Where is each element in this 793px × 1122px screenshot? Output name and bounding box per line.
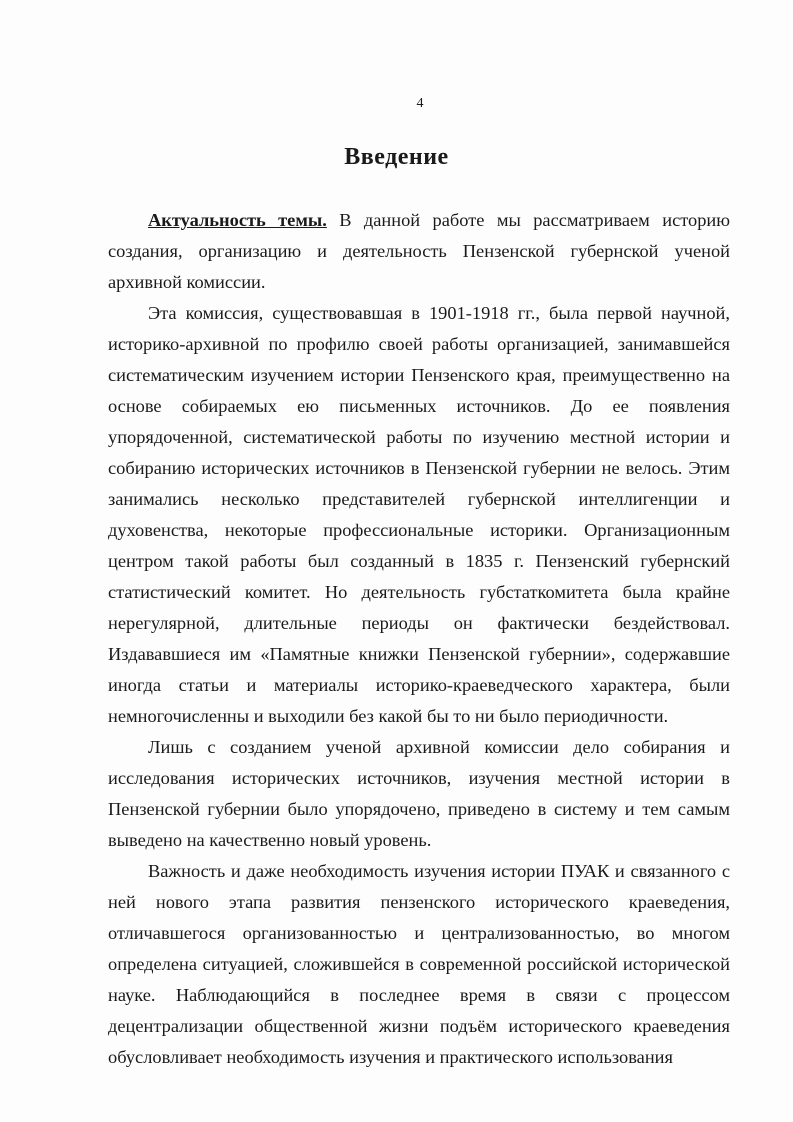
paragraph-1	[108, 205, 730, 298]
paragraph-2: Эта комиссия, существовавшая в 1901-1918 гг., была первой научной, историко-архивной по профилю своей работы организацией, занимавшейся систематическим изучением истории Пензенского края, преимущественно на основе собираемых ею письменных источников. До ее появления упорядоченной, систематической работы по изучению местной истории и собиранию исторических источников в Пензенской губернии не велось. Этим занимались несколько представителей губернской интеллигенции и духовенства, некоторые профессиональные историки. Организационным центром такой работы был созданный в 1835 г. Пензенский губернский статистический комитет. Но деятельность губстаткомитета была крайне нерегулярной, длительные периоды он фактически бездействовал. Издававшиеся им «Памятные книжки Пензенской губернии», содержавшие иногда статьи и материалы историко-краеведческого характера, были немногочисленны и выходили без какой бы то ни было периодичности.	[108, 303, 730, 726]
page-number: 4	[416, 96, 424, 111]
paragraph-4: Важность и даже необходимость изучения истории ПУАК и связанного с ней нового этапа развития пензенского исторического краеведения, отличавшегося организованностью и централизованностью, во многом определена ситуацией, сложившейся в современной российской исторической науке. Наблюдающийся в последнее время в связи с процессом децентрализации общественной жизни подъём исторического краеведения обусловливает необходимость изучения и практического использования	[108, 861, 730, 1067]
page-title: Введение	[344, 144, 449, 170]
body-text	[108, 205, 730, 1073]
paragraph-3: Лишь с созданием ученой архивной комиссии дело собирания и исследования исторических источников, изучения местной истории в Пензенской губернии было упорядочено, приведено в систему и тем самым выведено на качественно новый уровень.	[108, 737, 730, 850]
paragraph-lead: Актуальность темы.	[148, 210, 327, 230]
paragraph-text: В данной работе мы рассматриваем историю создания, организацию и деятельность Пензенской губернской ученой архивной комиссии.	[108, 210, 730, 292]
